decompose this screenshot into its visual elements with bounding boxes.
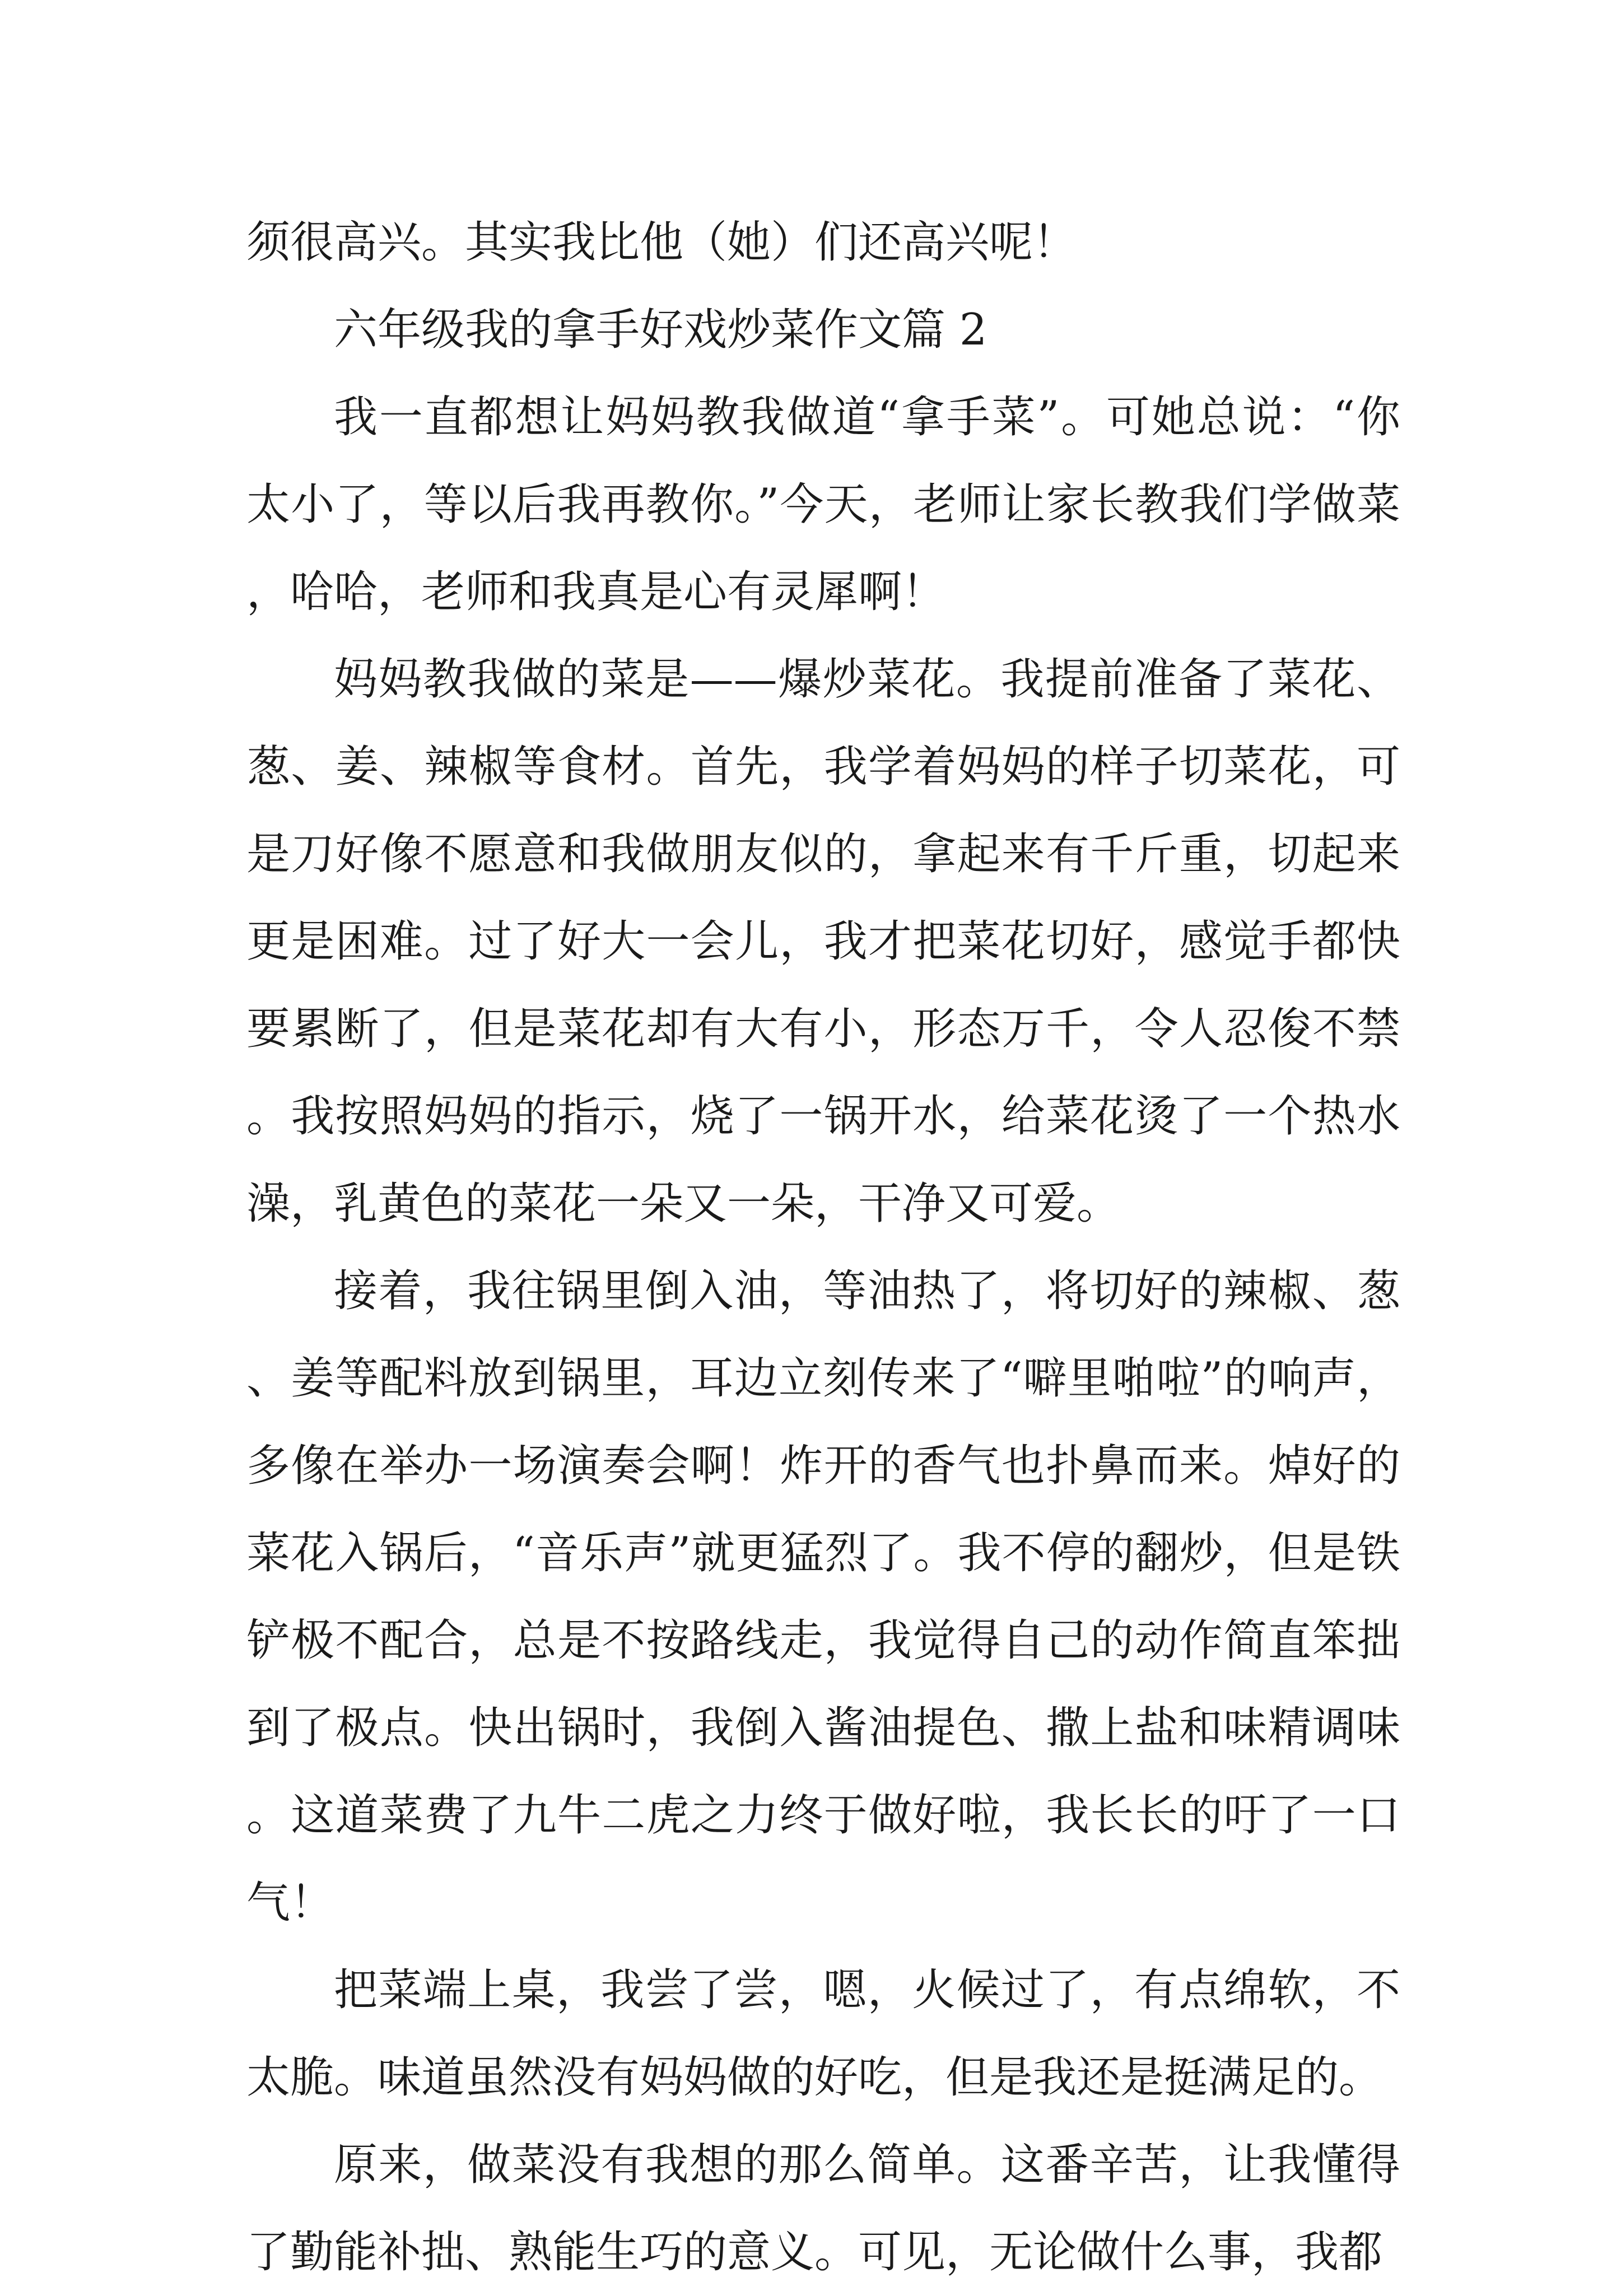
paragraph-conclusion: 原来，做菜没有我想的那么简单。这番辛苦，让我懂得了勤能补拙、熟能生巧的意义。可见，无论做什么事，我都 [246,2140,1400,2278]
paragraph-intro: 我一直都想让妈妈教我做道“拿手菜”。可她总说：“你太小了，等以后我再教你。”今天，老师让家长教我们学做菜，哈哈，老师和我真是心有灵犀啊！ [246,392,1400,617]
paragraph-preparation: 妈妈教我做的菜是——爆炒菜花。我提前准备了菜花、葱、姜、辣椒等食材。首先，我学着妈妈的样子切菜花，可是刀好像不愿意和我做朋友似的，拿起来有千斤重，切起来更是困难。过了好大一会儿，我才把菜花切好，感觉手都快要累断了，但是菜花却有大有小，形态万千，令人忍俊不禁。我按照妈妈的指示，烧了一锅开水，给菜花烫了一个热水澡，乳黄色的菜花一朵又一朵，干净又可爱。 [246,654,1400,1229]
document-body [246,199,1400,2296]
paragraph-tasting: 把菜端上桌，我尝了尝，嗯，火候过了，有点绵软，不太脆。味道虽然没有妈妈做的好吃，但是我还是挺满足的。 [246,1965,1400,2103]
essay-heading: 六年级我的拿手好戏炒菜作文篇 2 [334,305,987,355]
paragraph-continuation: 须很高兴。其实我比他（她）们还高兴呢！ [246,217,1077,268]
paragraph-cooking: 接着，我往锅里倒入油，等油热了，将切好的辣椒、葱、姜等配料放到锅里，耳边立刻传来了“噼里啪啦”的响声，多像在举办一场演奏会啊！炸开的香气也扑鼻而来。焯好的菜花入锅后，“音乐声”就更猛烈了。我不停的翻炒，但是铁铲极不配合，总是不按路线走，我觉得自己的动作简直笨拙到了极点。快出锅时，我倒入酱油提色、撒上盐和味精调味。这道菜费了九牛二虎之力终于做好啦，我长长的吁了一口气！ [246,1266,1400,1928]
